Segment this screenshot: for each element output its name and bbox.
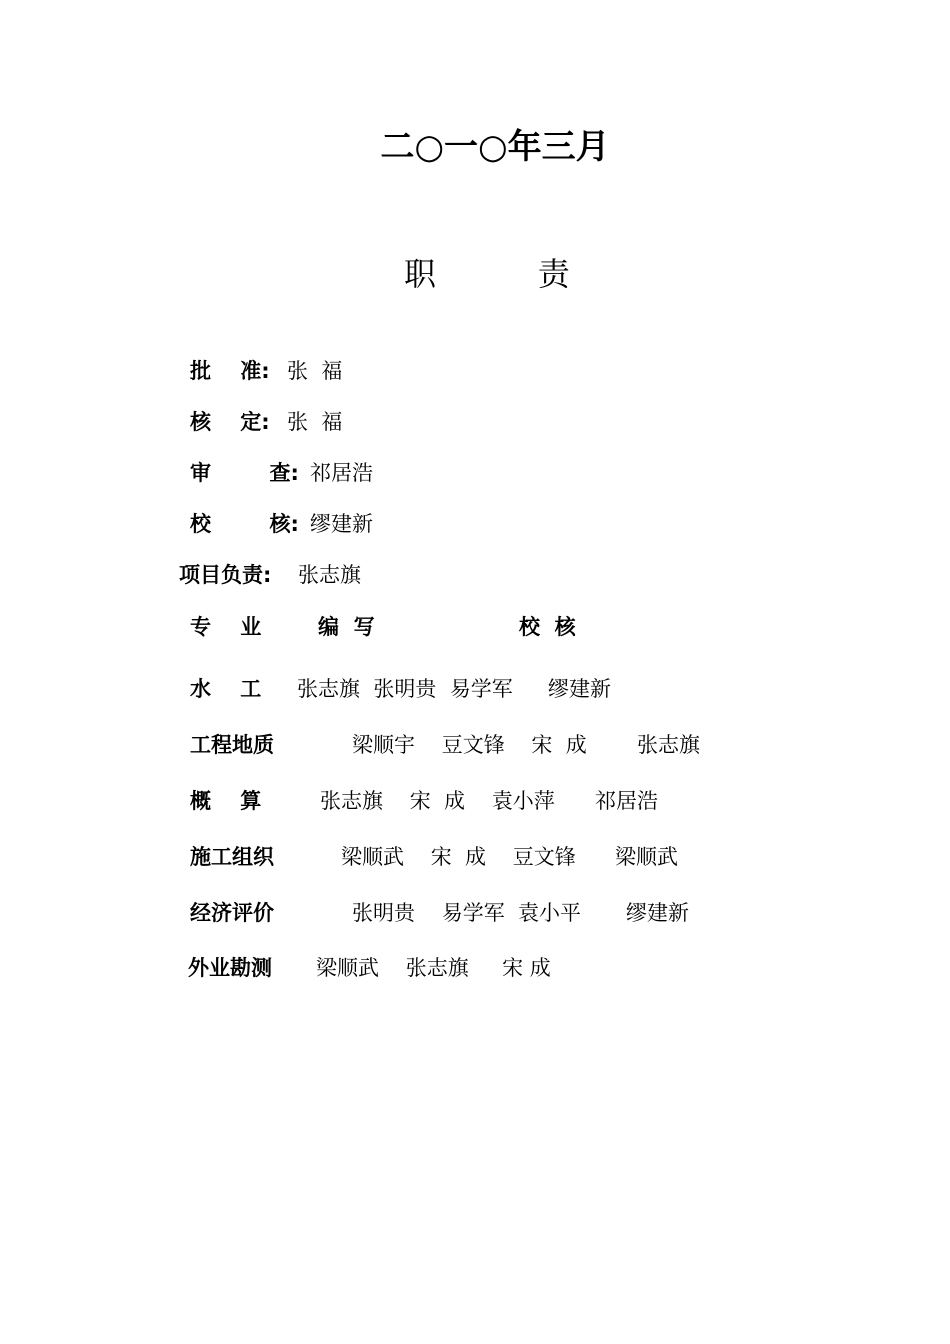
author-header: 编 写 (318, 615, 375, 639)
row-specialty: 经济评价 (190, 901, 274, 925)
check-name: 缪建新 (310, 512, 373, 536)
row-authors: 梁顺武 张志旗 宋 成 (316, 956, 551, 980)
review-name: 祁居浩 (310, 461, 373, 485)
row-checker: 张志旗 (637, 733, 700, 757)
row-authors: 梁顺武 宋 成 豆文锋 (341, 845, 576, 869)
verify-name: 张 福 (287, 410, 343, 434)
row-specialty: 概 算 (190, 789, 262, 813)
specialty-header: 专 业 (190, 615, 262, 639)
row-specialty: 施工组织 (190, 845, 274, 869)
row-specialty: 外业勘测 (188, 956, 272, 980)
approve-label: 批 准: (190, 359, 270, 383)
project-lead-name: 张志旗 (298, 563, 361, 587)
row-specialty: 工程地质 (190, 733, 274, 757)
row-specialty: 水 工 (190, 677, 262, 701)
row-checker: 祁居浩 (595, 789, 658, 813)
check-label: 校 核: (190, 512, 299, 536)
row-checker: 缪建新 (626, 901, 689, 925)
row-authors: 梁顺宇 豆文锋 宋 成 (352, 733, 587, 757)
row-checker: 缪建新 (548, 677, 611, 701)
checker-header: 校 核 (519, 615, 576, 639)
document-date: 二○一○年三月 (380, 127, 610, 167)
page-heading: 职 责 (404, 255, 570, 293)
project-lead-label: 项目负责: (179, 563, 272, 587)
approve-name: 张 福 (287, 359, 343, 383)
row-authors: 张志旗 张明贵 易学军 (297, 677, 513, 701)
row-authors: 张明贵 易学军 袁小平 (352, 901, 582, 925)
verify-label: 核 定: (190, 410, 270, 434)
review-label: 审 查: (190, 461, 299, 485)
row-checker: 梁顺武 (615, 845, 678, 869)
row-authors: 张志旗 宋 成 袁小萍 (320, 789, 555, 813)
